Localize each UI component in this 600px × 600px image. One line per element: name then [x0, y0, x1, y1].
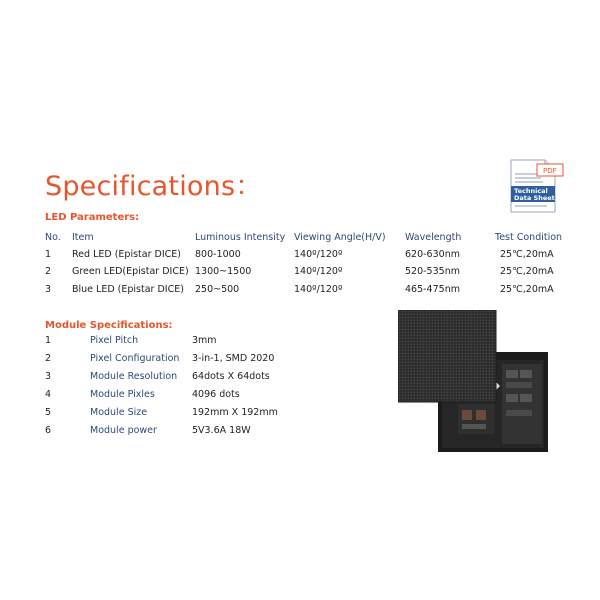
- pdf-tag: PDF: [543, 167, 557, 175]
- row-cell: 3mm: [192, 335, 217, 346]
- row-cell: 4096 dots: [192, 389, 240, 400]
- led-parameters-heading: LED Parameters:: [45, 212, 140, 223]
- table-row: [0, 265, 600, 279]
- table-row: [0, 283, 600, 297]
- row-cell: Green LED(Epistar DICE): [72, 266, 189, 277]
- row-cell: 620-630nm: [405, 249, 460, 260]
- row-cell: 250~500: [195, 284, 240, 295]
- row-cell: 25℃,20mA: [500, 266, 554, 277]
- row-cell: 465-475nm: [405, 284, 460, 295]
- row-cell: Module Size: [90, 407, 148, 418]
- row-cell: 4: [45, 389, 52, 400]
- row-cell: 5V3.6A 18W: [192, 425, 251, 436]
- col-test-condition: Test Condition: [495, 232, 563, 243]
- row-cell: Blue LED (Epistar DICE): [72, 284, 184, 295]
- led-module-photo: [398, 310, 548, 452]
- table-row: [0, 248, 600, 262]
- row-cell: Module Pixles: [90, 389, 155, 400]
- row-cell: 3: [45, 371, 52, 382]
- row-cell: 64dots X 64dots: [192, 371, 270, 382]
- pdf-technical-data-sheet-icon[interactable]: [505, 156, 567, 214]
- row-cell: Module power: [90, 425, 157, 436]
- row-cell: Module Resolution: [90, 371, 178, 382]
- row-cell: 800-1000: [195, 249, 241, 260]
- row-cell: 2: [45, 353, 52, 364]
- row-cell: 3: [45, 284, 52, 295]
- col-luminous: Luminous Intensity: [195, 232, 286, 243]
- row-cell: 140º/120º: [294, 284, 343, 295]
- row-cell: 25℃,20mA: [500, 249, 554, 260]
- col-item: Item: [72, 232, 94, 243]
- row-cell: 5: [45, 407, 52, 418]
- row-cell: Pixel Pitch: [90, 335, 139, 346]
- row-cell: 1: [45, 249, 52, 260]
- row-cell: 192mm X 192mm: [192, 407, 278, 418]
- row-cell: Pixel Configuration: [90, 353, 180, 364]
- row-cell: 2: [45, 266, 52, 277]
- row-cell: 1300~1500: [195, 266, 252, 277]
- row-cell: 3-in-1, SMD 2020: [192, 353, 275, 364]
- row-cell: 520-535nm: [405, 266, 460, 277]
- row-cell: 140º/120º: [294, 249, 343, 260]
- led-table-header: [0, 231, 600, 245]
- module-specifications-heading: Module Specifications:: [45, 320, 173, 331]
- row-cell: 1: [45, 335, 52, 346]
- row-cell: 25℃,20mA: [500, 284, 554, 295]
- pdf-line1: Technical: [514, 187, 548, 195]
- pdf-line2: Data Sheet: [514, 194, 555, 202]
- row-cell: 6: [45, 425, 52, 436]
- col-no: No.: [45, 232, 61, 243]
- col-wavelength: Wavelength: [405, 232, 462, 243]
- col-viewing-angle: Viewing Angle(H/V): [294, 232, 386, 243]
- page-title: Specifications：: [45, 171, 263, 202]
- row-cell: Red LED (Epistar DICE): [72, 249, 181, 260]
- row-cell: 140º/120º: [294, 266, 343, 277]
